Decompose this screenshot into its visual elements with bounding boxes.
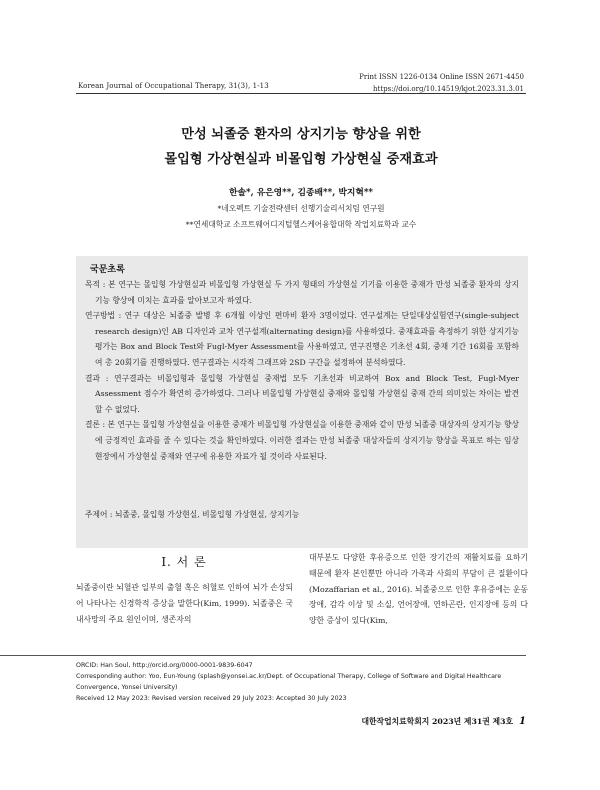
header-divider xyxy=(76,93,526,94)
journal-footer-text: 대한작업치료학회지 2023년 제31권 제3호 xyxy=(361,717,514,726)
issn-doi-block xyxy=(359,71,524,95)
orcid-note: ORCID: Han Soul, http://orcid.org/0000-0001-9839-6047 xyxy=(76,662,253,669)
received-dates-note: Received 12 May 2023: Revised version received 29 July 2023: Accepted 30 July 2023 xyxy=(76,695,347,702)
affiliation-2: **연세대학교 소프트웨어디지털헬스케어융합대학 작업치료학과 교수 xyxy=(185,220,417,229)
abstract-methods: 연구방법 : 연구 대상은 뇌졸중 발병 후 6개월 이상인 편마비 환자 3명이었다. 연구설계는 단일대상실험연구(single-subject research design)인 AB 디자인과 교차 연구설계(alternating design)를 사용하였다. 중재효과를 측정하기 위한 상지기능 평가는 Box and Block Test와 Fugl-Myer Assessment를 사용하였고, 연구진행은 기초선 4회, 중재 기간 16회를 포함하여 총 20회기를 진행하였다. 연구결과는 시각적 그래프와 2SD 구간을 설정하여 분석하였다. xyxy=(85,311,519,367)
corresponding-author-note: Corresponding author: Yoo, Eun-Young (splash@yonsei.ac.kr/Dept. of Occupational Therapy, College of Software and Digital Healthcare xyxy=(76,673,502,680)
intro-paragraph-right: 대부분도 다양한 후유증으로 인한 장기간의 재활치료를 요하기 때문에 환자 본인뿐만 아니라 가족과 사회의 부담이 큰 질환이다(Mozaffarian et al., 2016). 뇌졸중으로 인한 후유증에는 운동장애, 감각 이상 및 소실, 언어장애, 연하곤란, 인지장애 등의 다양한 증상이 있다(Kim, xyxy=(309,553,528,626)
section-title: Ⅰ. 서 론 xyxy=(161,555,207,569)
abstract-body xyxy=(85,277,519,464)
abstract-results: 결과 : 연구결과는 비몰입형과 몰입형 가상현실 중재법 모두 기초선과 비교하여 Box and Block Test, Fugl-Myer Assessment 점수가 확연히 증가하였다. 그러나 비몰입형 가상현실 중재와 몰입형 가상현실 중재 간의 의미있는 차이는 발견할 수 없었다. xyxy=(85,373,519,414)
corresponding-author-note-cont: Convergence, Yonsei University) xyxy=(76,684,178,691)
footnotes xyxy=(76,660,526,704)
keywords: 주제어 : 뇌졸중, 몰입형 가상현실, 비몰입형 가상현실, 상지기능 xyxy=(85,510,300,519)
journal-citation: Korean Journal of Occupational Therapy, 31(3), 1-13 xyxy=(78,82,269,90)
intro-paragraph-left: 뇌졸중이란 뇌혈관 일부의 출혈 혹은 허혈로 인하여 뇌가 손상되어 나타나는 신경학적 증상을 말한다(Kim, 1999). 뇌졸중은 국내사망의 주요 원인이며, 생존자의 xyxy=(76,583,293,624)
doi-line: https://doi.org/10.14519/kjot.2023.31.3.01 xyxy=(372,85,524,93)
issn-line: Print ISSN 1226-0134 Online ISSN 2671-4450 xyxy=(359,73,524,81)
journal-footer xyxy=(361,716,526,727)
abstract-purpose: 목적 : 본 연구는 몰입형 가상현실과 비몰입형 가상현실 두 가지 형태의 가상현실 기기를 이용한 중재가 만성 뇌졸중 환자의 상지기능 향상에 미치는 효과를 알아보고자 하였다. xyxy=(85,280,519,305)
title-line-2: 몰입형 가상현실과 비몰입형 가상현실 중재효과 xyxy=(164,152,438,167)
page-number: 1 xyxy=(519,716,526,727)
affiliation-1: *네오펙트 기술전략센터 선행기술리서치팀 연구원 xyxy=(217,204,385,213)
body-column-left xyxy=(76,580,293,627)
footnote-divider xyxy=(0,655,526,656)
title-line-1: 만성 뇌졸중 환자의 상지기능 향상을 위한 xyxy=(181,127,421,142)
abstract-conclusion: 결론 : 본 연구는 몰입형 가상현실을 이용한 중재가 비몰입형 가상현실을 이용한 중재와 같이 만성 뇌졸중 대상자의 상지기능 향상에 긍정적인 효과를 줄 수 있다는 것을 확인하였다. 이러한 결과는 만성 뇌졸중 대상자들의 상지기능 향상을 목표로 하는 임상현장에서 가상현실 중재와 연구에 유용한 자료가 될 것이라 사료된다. xyxy=(85,420,519,461)
author-list: 한솔*, 유은영**, 김종배**, 박지혁** xyxy=(228,188,374,198)
body-column-right xyxy=(309,550,528,629)
paper-title xyxy=(76,122,526,172)
abstract-heading: 국문초록 xyxy=(90,265,125,275)
